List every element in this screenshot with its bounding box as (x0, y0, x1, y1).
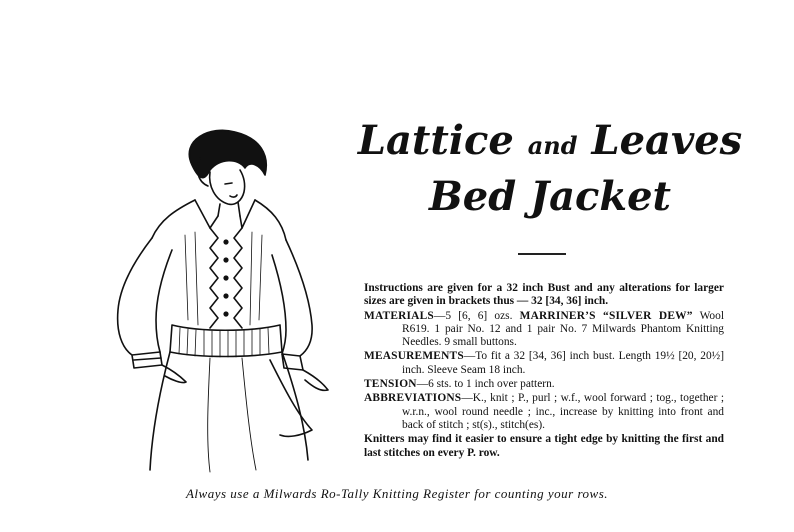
measurements-text: —To fit a 32 [34, 36] inch bust. Length 19½ [20, 20½] inch. Sleeve Seam 18 inch. (402, 350, 724, 376)
materials-brand: MARRINER’S “SILVER DEW” (519, 309, 693, 322)
tension-text: —6 sts. to 1 inch over pattern. (416, 378, 555, 391)
pattern-title (340, 118, 760, 221)
lattice-trim (210, 228, 218, 328)
abbreviations-label: ABBREVIATIONS (364, 392, 462, 405)
skirt (150, 352, 170, 470)
tension-section (364, 378, 724, 391)
face (210, 170, 245, 204)
materials-text-a: —5 [6, 6] ozs. (433, 309, 520, 322)
bed-jacket-illustration (60, 120, 350, 480)
title-word-and: and (527, 131, 578, 160)
materials-text-b: Wool R619. 1 pair No. 12 and 1 pair No. 7 Milwards Phantom Knitting Needles. 9 small buttons. (402, 309, 724, 349)
hair (189, 130, 266, 177)
instructions-block (364, 282, 724, 461)
materials-label: MATERIALS (364, 309, 434, 322)
knitting-note: Knitters may find it easier to ensure a tight edge by knitting the first and last stitches on every P. row. (364, 433, 724, 459)
materials-section (364, 310, 724, 350)
measurements-label: MEASUREMENTS (364, 350, 464, 363)
abbreviations-text: —K., knit ; P., purl ; w.f., wool forward ; tog., together ; w.r.n., wool round needle ; inc., increase by knitting into front and back of stitch ; st(s)., stitch(es). (402, 392, 724, 431)
title-word-lattice: Lattice (357, 117, 514, 164)
footer-note: Always use a Milwards Ro-Tally Knitting Register for counting your rows. (185, 486, 609, 501)
title-divider (518, 253, 566, 255)
measurements-section (364, 350, 724, 377)
tension-label: TENSION (364, 378, 417, 391)
title-word-leaves: Leaves (591, 117, 743, 164)
title-line-bed-jacket: Bed Jacket (429, 173, 671, 220)
left-sleeve (118, 238, 152, 355)
right-sleeve (286, 240, 312, 356)
intro-text: Instructions are given for a 32 inch Bust and any alterations for larger sizes are given in brackets thus — 32 [34, 36] inch. (364, 282, 724, 308)
abbreviations-section (364, 392, 724, 432)
